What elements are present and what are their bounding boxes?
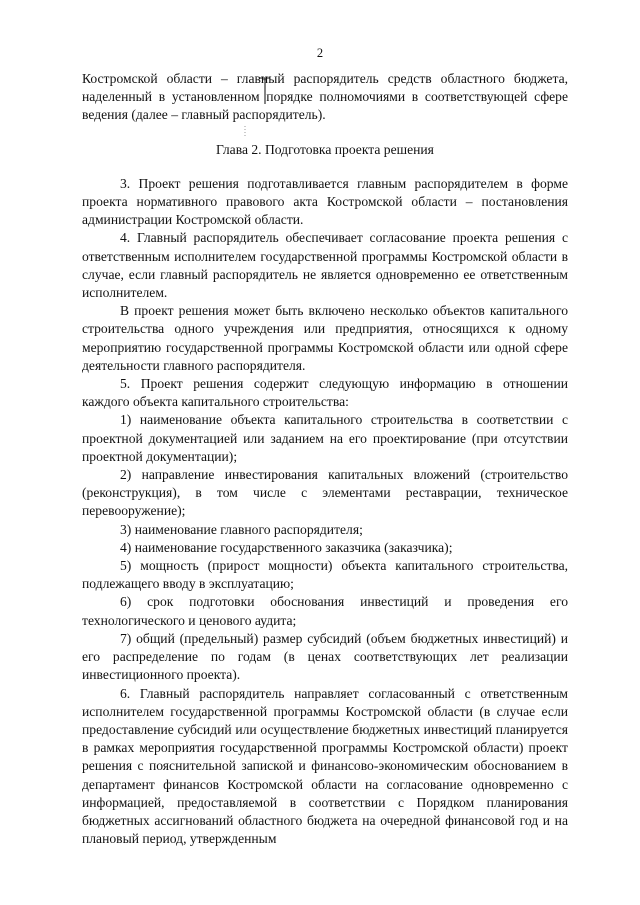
paragraph-6: 6. Главный распорядитель направляет согласованный с ответственным исполнителем государственной программы Костромской области (в случае если предоставление субсидий или осуществление бюджетных инвестиций планируется в рамках мероприятия государственной программы Костромской области) проект решения с пояснительной запиской и финансово-экономическим обоснованием в департамент финансов Костромской области на согласование одновременно с информацией, предоставляемой в соответствии с Порядком планирования бюджетных ассигнований областного бюджета на очередной финансовой год и на плановый период, утвержденным xyxy=(82,685,568,847)
list-item-6: 6) срок подготовки обоснования инвестиций и проведения его технологического и ценового аудита; xyxy=(82,594,568,628)
list-item-2: 2) направление инвестирования капитальных вложений (строительство (реконструкция), в том числе с элементами реставрации, техническое перевооружение); xyxy=(82,467,568,519)
chapter-title: Глава 2. Подготовка проекта решения xyxy=(216,141,434,157)
list-item-5: 5) мощность (прирост мощности) объекта капитального строительства, подлежащего вводу в эксплуатацию; xyxy=(82,558,568,592)
paragraph-continuation: Костромской области – главный распорядитель средств областного бюджета, наделенный в установленном порядке полномочиями в соответствующей сфере ведения (далее – главный распорядитель). xyxy=(82,71,568,123)
list-item-3: 3) наименование главного распорядителя; xyxy=(120,521,363,537)
document-body xyxy=(82,70,568,848)
paragraph-4-objects: В проект решения может быть включено несколько объектов капитального строительства одного учреждения или предприятия, относящихся к одному мероприятию государственной программы Костромской области или одной сфере деятельности главного распорядителя. xyxy=(82,303,568,373)
list-item-7: 7) общий (предельный) размер субсидий (объем бюджетных инвестиций) и его распределение по годам (в ценах соответствующих лет реализации инвестиционного проекта). xyxy=(82,630,568,683)
page-number: 2 xyxy=(316,46,324,60)
paragraph-3: 3. Проект решения подготавливается главным распорядителем в форме проекта нормативного правового акта Костромской области – постановления администрации Костромской области. xyxy=(82,175,568,228)
paragraph-4: 4. Главный распорядитель обеспечивает согласование проекта решения с ответственным исполнителем государственной программы Костромской области в случае, если главный распорядитель не является одновременно ее ответственным исполнителем. xyxy=(82,230,568,301)
list-item-1: 1) наименование объекта капитального строительства в соответствии с проектной документацией или заданием на его проектирование (при отсутствии проектной документации); xyxy=(82,412,568,464)
list-item-4: 4) наименование государственного заказчика (заказчика); xyxy=(120,539,453,555)
paragraph-5: 5. Проект решения содержит следующую информацию в отношении каждого объекта капитального строительства: xyxy=(82,376,568,410)
